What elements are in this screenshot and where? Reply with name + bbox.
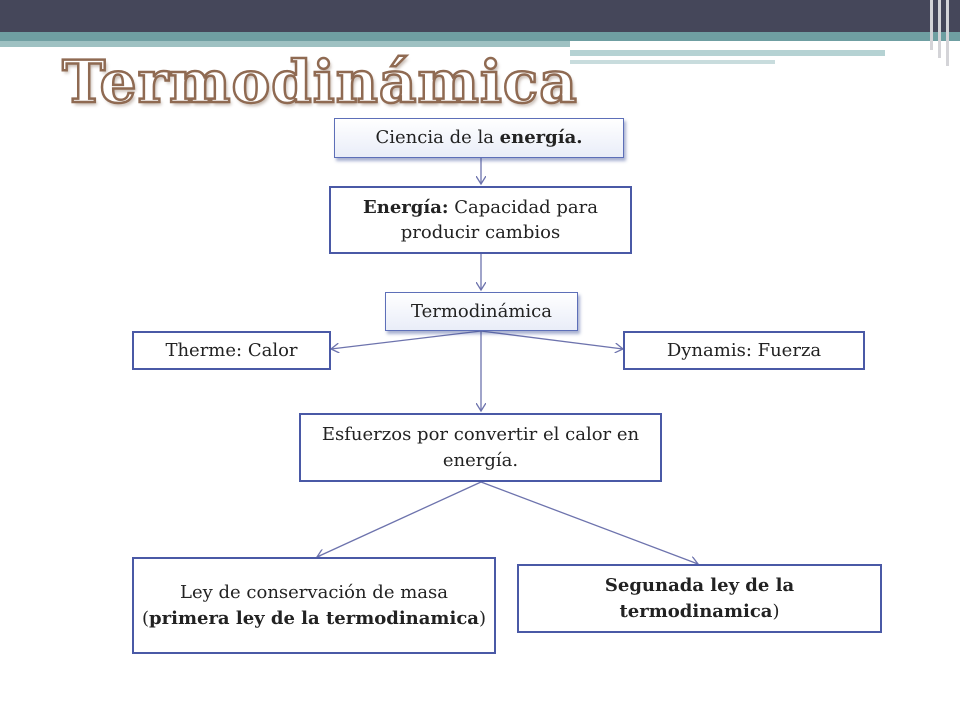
node-text: Termodinámica — [410, 300, 552, 322]
node-segunda-ley — [517, 564, 882, 633]
node-therme — [132, 331, 331, 370]
node-ciencia-energia — [334, 118, 624, 158]
node-esfuerzos — [299, 413, 662, 482]
node-text: Esfuerzos por convertir el calor en energía. — [321, 424, 640, 471]
node-text: Ciencia de la — [375, 127, 500, 149]
node-termodinamica — [385, 292, 578, 331]
node-text: ) — [772, 600, 780, 622]
node-text: Therme: Calor — [165, 339, 298, 361]
connector-termo-dynamis — [481, 331, 623, 349]
node-text: Dynamis: Fuerza — [666, 339, 822, 361]
node-text-bold: Energía: — [363, 196, 449, 218]
connector-esfuerzos-ley1 — [317, 482, 481, 557]
slide-title: Termodinámica — [62, 48, 578, 116]
node-dynamis — [623, 331, 865, 370]
node-text: Capacidad para producir cambios — [400, 196, 598, 243]
node-primera-ley — [132, 557, 496, 654]
connector-termo-therme — [331, 331, 481, 349]
connector-esfuerzos-ley2 — [481, 482, 698, 564]
node-energia-definicion — [329, 186, 632, 254]
node-text-bold: Segunada ley de la termodinamica — [604, 575, 795, 622]
node-text: ) — [478, 607, 486, 629]
node-text: Ley de conservación de masa ( — [142, 582, 448, 629]
node-text-bold: energía. — [499, 127, 583, 149]
node-text-bold: primera ley de la termodinamica — [149, 607, 479, 629]
